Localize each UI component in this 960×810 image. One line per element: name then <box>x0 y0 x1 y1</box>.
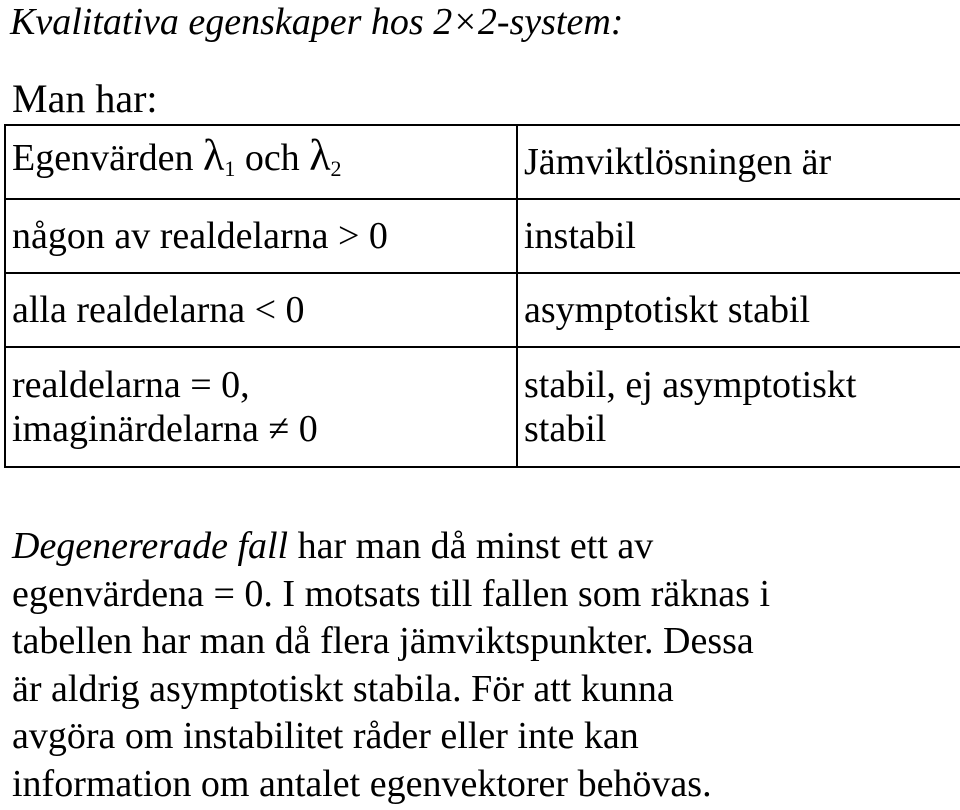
condition-cell: alla realdelarna < 0 <box>5 273 517 347</box>
stability-table <box>4 124 960 468</box>
table-header-row <box>5 125 960 199</box>
lambda-symbol: λ <box>202 130 225 180</box>
degenerate-cases-paragraph <box>12 523 960 808</box>
lambda-symbol: λ <box>309 130 331 180</box>
page-title: Kvalitativa egenskaper hos 2×2-system: <box>10 1 624 43</box>
paragraph-line: avgöra om instabilitet råder eller inte kan <box>12 715 639 757</box>
condition-line: realdelarna = 0, <box>12 364 250 406</box>
header-equilibrium-cell: Jämviktlösningen är <box>517 125 960 199</box>
result-cell: instabil <box>517 199 960 273</box>
lambda-subscript-1: 1 <box>224 155 236 181</box>
result-line: stabil <box>524 408 607 450</box>
result-cell: asymptotiskt stabil <box>517 273 960 347</box>
condition-line: imaginärdelarna ≠ 0 <box>12 408 318 450</box>
paragraph-line <box>12 523 960 571</box>
condition-cell <box>5 347 517 467</box>
result-cell <box>517 347 960 467</box>
paragraph-line-text: har man då minst ett av <box>288 525 654 567</box>
header-eigenvalues-cell <box>5 125 517 199</box>
table-row <box>5 199 960 273</box>
emphasis-text: Degenererade fall <box>12 525 289 567</box>
paragraph-line: tabellen har man då flera jämviktspunkter. Dessa <box>12 620 754 662</box>
paragraph-line: information om antalet egenvektorer behövas. <box>12 762 712 805</box>
paragraph-line: egenvärdena = 0. I motsats till fallen som räknas i <box>12 572 770 615</box>
intro-text: Man har: <box>12 76 158 121</box>
table-row <box>5 347 960 467</box>
paragraph-line: är aldrig asymptotiskt stabila. För att kunna <box>12 667 674 710</box>
header-eigenvalues-label: Egenvärden <box>12 136 194 179</box>
result-line: stabil, ej asymptotiskt <box>524 364 857 406</box>
table-row <box>5 273 960 347</box>
condition-cell: någon av realdelarna > 0 <box>5 199 517 273</box>
lambda-subscript-2: 2 <box>330 155 342 181</box>
header-och-label: och <box>244 136 300 179</box>
